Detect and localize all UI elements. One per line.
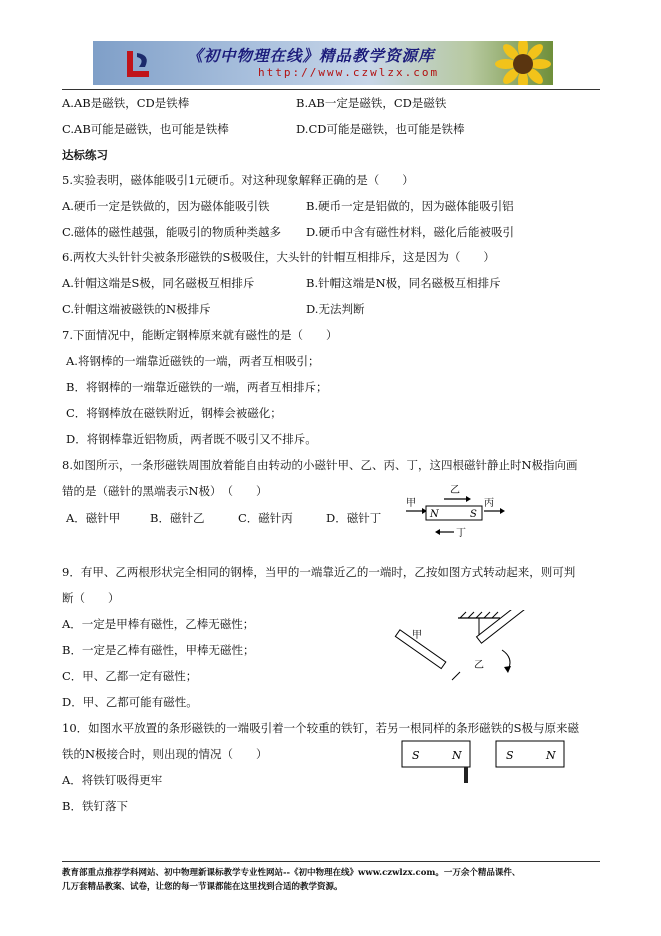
q9-rod-yi (477, 610, 528, 643)
q10-fig-label-s2: S (506, 749, 514, 762)
q10-option-a: A．将铁钉吸得更牢 (62, 773, 163, 787)
q7-option-b: B．将钢棒的一端靠近磁铁的一端，两者互相排斥； (66, 380, 328, 394)
header-banner (93, 41, 553, 85)
q8-fig-label-yi: 乙 (450, 485, 460, 496)
q8-fig-label-s: S (470, 509, 477, 520)
q9-small-arrow (452, 672, 460, 680)
q8-option-c: C．磁针丙 (238, 511, 293, 525)
q8-stem-line1: 8.如图所示，一条形磁铁周围放着能自由转动的小磁针甲、乙、丙、丁，这四根磁针静止时N极指向画 (62, 458, 578, 472)
q8-needle-yi-tip (466, 496, 471, 502)
q10-fig-label-n2: N (546, 749, 556, 762)
footer-line2: 几万套精品教案、试卷，让您的每一节课都能在这里找到合适的教学资源。 (62, 882, 343, 892)
sunflower-icon (488, 41, 553, 85)
section-title: 达标练习 (62, 148, 108, 162)
q4-option-a: A.AB是磁铁，CD是铁棒 (62, 96, 190, 110)
q8-fig-label-bing: 丙 (484, 498, 494, 509)
q8-stem-line2: 错的是（磁针的黑端表示N极） （ ） (62, 484, 268, 498)
q8-needle-ding-tip (435, 529, 440, 535)
header-title: 《初中物理在线》精品教学资源库 (187, 46, 435, 65)
q10-iron-nail (464, 767, 468, 783)
q10-option-b: B．铁钉落下 (62, 799, 128, 813)
q5-option-d: D.硬币中含有磁性材料，磁化后能被吸引 (306, 225, 514, 239)
q6-option-d: D.无法判断 (306, 302, 365, 316)
q8-fig-label-ding: 丁 (456, 528, 466, 539)
q10-stem-line1: 10．如图水平放置的条形磁铁的一端吸引着一个较重的铁钉，若另一根同样的条形磁铁的S极与原来磁 (62, 721, 580, 735)
q9-option-b: B．一定是乙棒有磁性，甲棒无磁性； (62, 643, 255, 657)
q6-stem: 6.两枚大头针针尖被条形磁铁的S极吸住，大头针的针帽互相排斥，这是因为（ ） (62, 250, 495, 264)
q9-stem-line2: 断（ ） (62, 591, 120, 605)
q4-option-c: C.AB可能是磁铁，也可能是铁棒 (62, 122, 229, 136)
q5-option-b: B.硬币一定是铝做的，因为磁体能吸引铝 (306, 199, 514, 213)
q5-option-c: C.磁体的磁性越强，能吸引的物质种类越多 (62, 225, 282, 239)
q6-option-c: C.针帽这端被磁铁的N极排斥 (62, 302, 211, 316)
q6-option-a: A.针帽这端是S极，同名磁极互相排斥 (62, 276, 255, 290)
q7-option-d: D．将钢棒靠近铝物质，两者既不吸引又不排斥。 (66, 432, 317, 446)
footer-line1: 教育部重点推荐学科网站、初中物理新课标教学专业性网站--《初中物理在线》www.czwlzx.com。一万余个精品课件、 (62, 868, 521, 878)
q7-option-c: C．将钢棒放在磁铁附近，钢棒会被磁化； (66, 406, 282, 420)
q9-option-a: A．一定是甲棒有磁性，乙棒无磁性； (62, 617, 255, 631)
q7-option-a: A.将钢棒的一端靠近磁铁的一端，两者互相吸引； (66, 354, 320, 368)
q8-option-b: B．磁针乙 (150, 511, 205, 525)
q9-figure (390, 610, 540, 690)
q10-stem-line2: 铁的N极接合时，则出现的情况（ ） (62, 747, 268, 761)
q9-fig-label-yi: 乙 (474, 660, 484, 671)
q8-option-d: D．磁针丁 (326, 511, 382, 525)
q9-option-c: C．甲、乙都一定有磁性； (62, 669, 198, 683)
q10-fig-label-n1: N (452, 749, 462, 762)
q9-stem-line1: 9．有甲、乙两根形状完全相同的钢棒，当甲的一端靠近乙的一端时，乙按如图方式转动起来，则可判 (62, 565, 576, 579)
q10-fig-label-s1: S (412, 749, 420, 762)
q9-ceiling-hatch (460, 612, 498, 618)
q9-rotation-arrow-tip (504, 666, 511, 673)
q9-fig-label-jia: 甲 (412, 630, 422, 641)
q5-option-a: A.硬币一定是铁做的，因为磁体能吸引铁 (62, 199, 270, 213)
q6-option-b: B.针帽这端是N极，同名磁极互相排斥 (306, 276, 501, 290)
q4-option-b: B.AB一定是磁铁，CD是磁铁 (296, 96, 447, 110)
q8-fig-label-jia: 甲 (406, 498, 416, 509)
q8-needle-bing-tip (500, 508, 505, 514)
header-url[interactable]: http://www.czwlzx.com (258, 66, 440, 79)
footer-rule (62, 861, 600, 862)
q8-option-a: A．磁针甲 (66, 511, 121, 525)
q10-figure (398, 737, 573, 787)
site-logo-icon (121, 47, 153, 79)
q7-stem: 7.下面情况中，能断定钢棒原来就有磁性的是（ ） (62, 328, 338, 342)
q8-figure (400, 482, 512, 542)
q5-stem: 5.实验表明，磁体能吸引1元硬币。对这种现象解释正确的是（ ） (62, 173, 414, 187)
q4-option-d: D.CD可能是磁铁，也可能是铁棒 (296, 122, 465, 136)
header-rule (62, 89, 600, 90)
q8-fig-label-n: N (430, 509, 439, 520)
q9-option-d: D．甲、乙都可能有磁性。 (62, 695, 198, 709)
